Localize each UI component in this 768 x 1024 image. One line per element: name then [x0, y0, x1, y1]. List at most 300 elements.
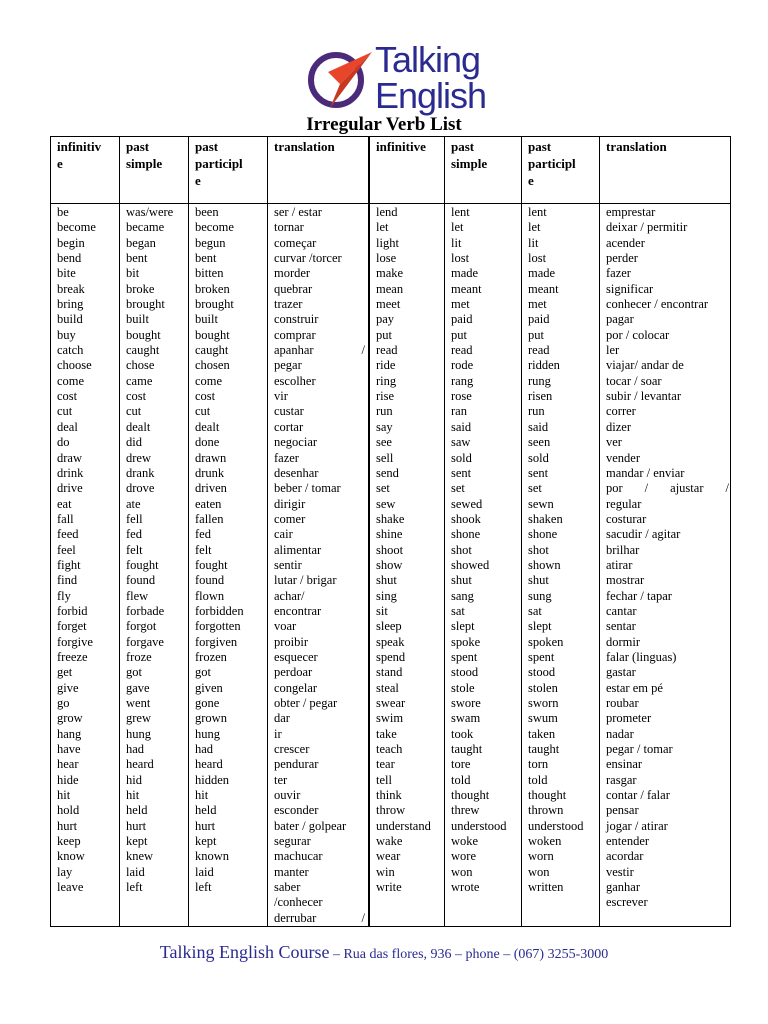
cell-word: nadar [606, 726, 634, 741]
table-cell: taken [528, 726, 556, 741]
cell-word: manter [274, 864, 309, 879]
table-cell [274, 589, 365, 604]
cell-word: / [300, 573, 307, 588]
table-cell [606, 589, 729, 604]
table-cell: let [451, 220, 464, 235]
table-cell: heard [195, 757, 223, 772]
table-cell: spoke [451, 634, 481, 649]
cell-word: custar [274, 404, 304, 419]
column-past-simple-2 [444, 137, 521, 926]
table-cell [606, 803, 729, 818]
cell-word: tomar [311, 481, 341, 496]
table-cell: cut [126, 404, 142, 419]
footer-course-name: Talking English Course [159, 942, 330, 962]
table-cell: ride [376, 358, 396, 373]
compass-logo-icon [300, 48, 380, 110]
table-cell: sing [376, 588, 397, 603]
table-cell: made [528, 266, 556, 281]
table-cell: shoot [376, 542, 404, 557]
cell-word: por [606, 481, 623, 496]
table-cell: be [57, 205, 69, 219]
cell-word: / [625, 327, 633, 342]
table-cell: swam [451, 711, 481, 726]
table-cell: drew [126, 450, 151, 465]
table-cell: done [195, 435, 220, 450]
table-cell: sit [376, 603, 388, 618]
table-cell [274, 497, 365, 512]
column-header [528, 138, 596, 189]
table-cell: felt [195, 542, 212, 557]
table-cell: stood [451, 665, 479, 680]
table-cell: wore [451, 849, 476, 864]
table-cell: have [57, 742, 81, 757]
cell-word: / [361, 910, 365, 925]
table-cell: caught [126, 343, 160, 358]
table-cell: run [376, 404, 393, 419]
column-past-participle-1 [188, 137, 267, 926]
cell-word: viajar/ [606, 358, 642, 373]
table-cell [606, 312, 729, 327]
table-cell [606, 466, 729, 481]
cell-word: ouvir [274, 788, 301, 803]
cell-word: beber [274, 481, 305, 496]
table-cell: hear [57, 757, 79, 772]
column-cells [57, 205, 116, 895]
table-cell: stole [451, 680, 475, 695]
table-cell: spent [528, 649, 555, 664]
table-cell: lose [376, 251, 397, 266]
table-cell [274, 543, 365, 558]
cell-word: por [606, 327, 626, 342]
cell-word: voar [274, 619, 297, 634]
table-cell [274, 711, 365, 726]
table-cell: set [451, 481, 465, 496]
table-cell [274, 834, 365, 849]
table-cell: fell [126, 511, 143, 526]
table-cell: hid [126, 772, 142, 787]
verb-table [50, 136, 731, 927]
cell-word: pegar [309, 696, 338, 710]
table-cell: lost [528, 251, 547, 266]
cell-word: / [640, 588, 647, 603]
cell-word: pegar [606, 742, 637, 757]
table-cell: shown [528, 557, 561, 572]
column-header [376, 138, 441, 155]
table-cell [274, 757, 365, 772]
cell-word: gastar [606, 665, 636, 680]
table-cell: shone [528, 527, 558, 542]
table-cell: fed [195, 527, 211, 542]
table-cell: hide [57, 772, 79, 787]
table-cell: come [57, 373, 85, 388]
cell-word: / [304, 481, 312, 496]
cell-word: cantar [606, 603, 637, 618]
table-cell: caught [195, 343, 229, 358]
column-header-line: participl [528, 156, 576, 171]
cell-word: levantar [640, 389, 681, 404]
table-cell: froze [126, 649, 152, 664]
table-cell: shot [528, 542, 549, 557]
cell-word: mostrar [606, 573, 645, 588]
table-cell [606, 742, 729, 757]
table-cell: make [376, 266, 404, 281]
table-cell: fallen [195, 511, 224, 526]
table-cell [274, 558, 365, 573]
table-cell: hurt [195, 818, 216, 833]
table-cell: knew [126, 849, 154, 864]
table-cell [274, 849, 365, 864]
table-cell: laid [195, 864, 214, 879]
table-cell: shook [451, 511, 481, 526]
table-cell: put [528, 327, 544, 342]
table-cell [606, 282, 729, 297]
table-cell: brought [195, 297, 234, 312]
table-cell [274, 573, 365, 588]
cell-word: costurar [606, 511, 647, 526]
table-cell [274, 650, 365, 665]
table-cell [606, 711, 729, 726]
table-cell: lent [528, 205, 547, 219]
table-cell: came [126, 373, 153, 388]
table-cell: shut [451, 573, 472, 588]
cell-word: começar [274, 235, 317, 250]
table-cell [606, 834, 729, 849]
column-header [274, 138, 365, 155]
table-cell [606, 481, 729, 496]
table-cell [274, 911, 365, 926]
cell-word: ganhar [606, 880, 641, 895]
table-cell [606, 220, 729, 235]
cell-word: estar [298, 205, 322, 219]
column-cells [274, 205, 365, 926]
cell-word: / [634, 389, 641, 404]
table-cell: ridden [528, 358, 560, 373]
column-cells [451, 205, 518, 895]
cell-word: ensinar [606, 757, 643, 772]
table-cell: driven [195, 481, 227, 496]
table-cell: hidden [195, 772, 230, 787]
table-cell: chose [126, 358, 155, 373]
cell-word: / [640, 220, 647, 235]
table-cell: lay [57, 864, 73, 879]
logo [300, 39, 487, 116]
table-cell: seen [528, 435, 551, 450]
table-cell: freeze [57, 649, 88, 664]
table-cell: read [376, 343, 398, 358]
table-cell: shut [528, 573, 549, 588]
cell-word: / [291, 205, 299, 219]
table-cell: bought [195, 327, 230, 342]
table-cell: broken [195, 281, 230, 296]
cell-word: pensar [606, 803, 639, 818]
cell-word: entender [606, 834, 650, 849]
table-cell: drank [126, 465, 155, 480]
table-cell: let [376, 220, 389, 235]
cell-word: brigar [306, 573, 337, 588]
table-cell [606, 251, 729, 266]
table-cell [274, 466, 365, 481]
cell-word: escolher [274, 373, 316, 388]
table-cell: found [126, 573, 156, 588]
table-cell: had [195, 742, 214, 757]
table-cell [606, 558, 729, 573]
table-cell: slept [451, 619, 475, 634]
table-cell [274, 819, 365, 834]
table-cell [274, 328, 365, 343]
column-cells [126, 205, 185, 895]
column-header-line: past [451, 139, 475, 154]
table-cell: made [451, 266, 479, 281]
table-cell: sewed [451, 496, 483, 511]
page-title: Irregular Verb List [306, 114, 462, 135]
cell-word: / [654, 297, 661, 312]
table-cell: spend [376, 649, 406, 664]
table-cell [274, 696, 365, 711]
table-cell: shut [376, 573, 397, 588]
cell-word: / [361, 343, 365, 358]
cell-word: estar [606, 680, 633, 695]
table-cell: grew [126, 711, 151, 726]
table-cell: draw [57, 450, 82, 465]
table-cell: choose [57, 358, 92, 373]
table-cell: keep [57, 834, 81, 849]
table-cell [274, 865, 365, 880]
table-cell [274, 619, 365, 634]
table-cell [606, 619, 729, 634]
table-cell [274, 727, 365, 742]
column-header-line: past [126, 139, 150, 154]
column-header-line: e [57, 156, 63, 171]
table-cell: thrown [528, 803, 564, 818]
cell-word: vir [274, 389, 288, 404]
cell-word: saber [274, 880, 301, 895]
table-cell: bend [57, 251, 82, 266]
table-cell: sold [451, 450, 472, 465]
cell-word: / [640, 788, 647, 803]
column-cells [606, 205, 729, 911]
table-cell [606, 788, 729, 803]
table-cell [274, 374, 365, 389]
table-cell: swore [451, 696, 481, 710]
table-cell: drunk [195, 465, 225, 480]
table-cell: drove [126, 481, 155, 496]
table-cell: brought [126, 297, 165, 312]
table-cell: forbid [57, 603, 88, 618]
table-cell [274, 773, 365, 788]
cell-word: cortar [274, 419, 304, 434]
table-cell: told [528, 772, 548, 787]
cell-word: agitar [651, 527, 681, 542]
column-header-line: infinitiv [57, 139, 102, 154]
table-cell: bite [57, 266, 76, 281]
table-cell: ran [451, 404, 467, 419]
table-cell: set [376, 481, 390, 496]
table-cell [274, 358, 365, 373]
table-cell: spoken [528, 634, 564, 649]
cell-word: / [645, 527, 652, 542]
cell-word: escrever [606, 895, 648, 910]
table-cell: fought [126, 557, 159, 572]
table-cell [274, 435, 365, 450]
column-past-simple-1 [119, 137, 188, 926]
table-cell [606, 404, 729, 419]
cell-word: prometer [606, 711, 652, 726]
table-cell [606, 665, 729, 680]
table-cell: let [528, 220, 541, 235]
column-past-participle-2 [521, 137, 599, 926]
column-cells [195, 205, 264, 895]
table-cell: meant [528, 281, 559, 296]
cell-word: ver [606, 435, 622, 450]
column-header-line: participl [195, 156, 243, 171]
table-cell [606, 865, 729, 880]
cell-word: desenhar [274, 465, 319, 480]
table-cell [274, 236, 365, 251]
table-cell: rang [451, 373, 474, 388]
table-cell: held [126, 803, 148, 818]
table-cell: tore [451, 757, 471, 772]
table-cell: swum [528, 711, 558, 726]
table-cell: forbade [126, 603, 165, 618]
table-cell: lost [451, 251, 470, 266]
table-cell [606, 297, 729, 312]
table-cell: rode [451, 358, 474, 373]
table-cell: catch [57, 343, 84, 358]
table-cell [274, 681, 365, 696]
table-cell: sung [528, 588, 552, 603]
cell-word: golpear [308, 818, 347, 833]
cell-word: construir [274, 312, 319, 327]
table-cell: chosen [195, 358, 230, 373]
table-cell: found [195, 573, 225, 588]
table-cell: cost [126, 389, 147, 404]
table-cell: kept [126, 834, 148, 849]
table-cell: sang [451, 588, 474, 603]
cell-word: / [725, 481, 729, 496]
logo-text [375, 39, 487, 116]
cell-word: tocar [606, 373, 635, 388]
table-cell: tear [376, 757, 395, 772]
column-header-line: e [195, 173, 201, 188]
table-cell: win [376, 864, 395, 879]
table-cell [606, 696, 729, 711]
table-cell: say [376, 419, 393, 434]
table-cell [606, 527, 729, 542]
cell-word: morder [274, 266, 311, 281]
table-cell: written [528, 880, 564, 895]
table-cell [606, 358, 729, 373]
table-cell: went [126, 696, 151, 710]
table-cell: ring [376, 373, 397, 388]
table-cell [606, 650, 729, 665]
cell-word: vestir [606, 864, 634, 879]
table-cell: rise [376, 389, 395, 404]
table-cell: meet [376, 297, 401, 312]
table-cell: forgive [57, 634, 93, 649]
table-cell: eat [57, 496, 72, 511]
cell-word: tomar [643, 742, 673, 757]
table-cell [274, 389, 365, 404]
table-cell: fight [57, 557, 81, 572]
cell-word: tapar [646, 588, 672, 603]
table-cell: steal [376, 680, 399, 695]
cell-word: sentir [274, 557, 302, 572]
table-cell: won [451, 864, 473, 879]
table-cell: known [195, 849, 230, 864]
table-cell [606, 389, 729, 404]
table-cell: took [451, 726, 474, 741]
cell-word: (linguas) [632, 649, 677, 664]
cell-word: pé [651, 680, 663, 695]
table-cell [606, 880, 729, 895]
table-cell: set [528, 481, 542, 496]
cell-word: curvar [274, 251, 310, 266]
cell-word: perder [606, 251, 638, 266]
table-cell: paid [528, 312, 550, 327]
table-cell: shine [376, 527, 403, 542]
cell-word: ser [274, 205, 292, 219]
table-cell: send [376, 465, 399, 480]
table-cell [606, 727, 729, 742]
table-cell: built [126, 312, 149, 327]
table-cell: swear [376, 696, 406, 710]
column-header [606, 138, 729, 155]
table-cell: hung [195, 726, 220, 741]
table-cell [274, 420, 365, 435]
table-cell: was/were [126, 205, 174, 219]
table-cell: stood [528, 665, 556, 680]
cell-word: trazer [274, 297, 303, 312]
table-cell [606, 573, 729, 588]
table-cell: given [195, 680, 223, 695]
cell-word: tornar [274, 220, 304, 235]
table-cell: got [195, 665, 211, 680]
cell-word: atirar [641, 818, 668, 833]
table-cell: bring [57, 297, 84, 312]
cell-word: falar [606, 649, 633, 664]
table-cell [274, 312, 365, 327]
cell-word: mandar [606, 465, 647, 480]
cell-word: encontrar [274, 603, 322, 618]
table-cell: sent [451, 465, 472, 480]
table-cell: met [451, 297, 470, 312]
table-cell: bitten [195, 266, 224, 281]
table-cell: fed [126, 527, 142, 542]
table-cell: throw [376, 803, 406, 818]
table-cell: laid [126, 864, 145, 879]
table-cell: gave [126, 680, 150, 695]
table-cell: won [528, 864, 550, 879]
table-cell: forgiven [195, 634, 238, 649]
cell-word: ler [606, 343, 620, 358]
cell-word: pegar [274, 358, 302, 373]
cell-word: ter [274, 772, 288, 787]
logo-text-line-1: Talking [375, 39, 481, 80]
cell-word: emprestar [606, 205, 656, 219]
table-cell: know [57, 849, 85, 864]
table-cell: write [376, 880, 402, 895]
column-header [126, 138, 185, 172]
table-cell: got [126, 665, 142, 680]
table-cell [274, 665, 365, 680]
table-cell: sent [528, 465, 549, 480]
table-cell: sworn [528, 696, 559, 710]
table-cell: paid [451, 312, 473, 327]
table-cell: hit [126, 788, 140, 803]
table-cell: shot [451, 542, 472, 557]
cell-word: fechar [606, 588, 641, 603]
cell-word: vender [606, 450, 641, 465]
